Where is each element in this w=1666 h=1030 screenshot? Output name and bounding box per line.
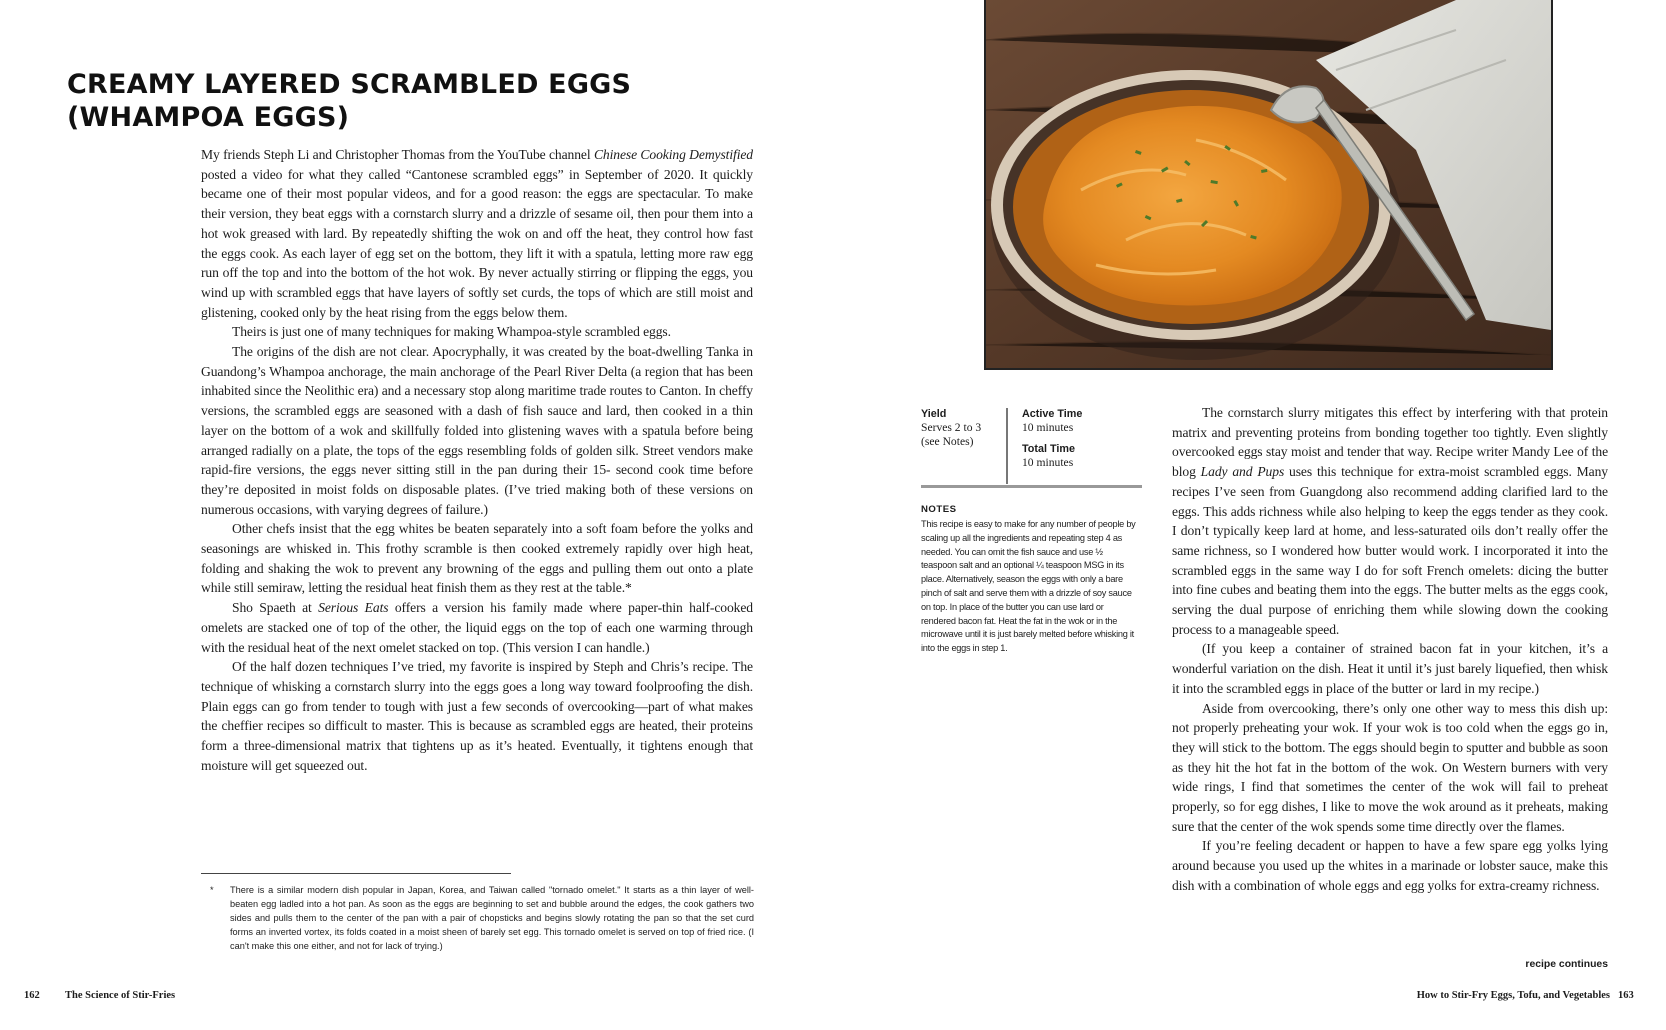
paragraph <box>1172 639 1608 698</box>
yield-block <box>921 408 1001 448</box>
recipe-title <box>67 68 631 134</box>
title-line-2: (WHAMPOA EGGS) <box>67 102 350 133</box>
paragraph <box>201 322 753 342</box>
total-time-value: 10 minutes <box>1022 455 1074 469</box>
paragraph-text: (If you keep a container of strained bacon fat in your kitchen, it’s a wonderful variation on the dish. Heat it until it’s just barely liquefied, then whisk it into the scrambled eggs in place of the butter or lard in my recipe.) <box>1172 641 1608 696</box>
paragraph-text: Of the half dozen techniques I’ve tried, my favorite is inspired by Steph and Chris’s recipe. The technique of whisking a cornstarch slurry into the eggs goes a long way toward foolproofing the dish. Plain eggs can go from tender to tough with just a few seconds of overcooking—part of what makes the cheffier recipes so difficult to master. This is because as scrambled eggs are heated, their proteins form a three-dimensional matrix that tightens up as it’s heated. Eventually, it tightens enough that moisture will get squeezed out. <box>201 659 753 773</box>
italic-text: Lady and Pups <box>1200 464 1285 480</box>
scrambled-eggs <box>1043 106 1342 306</box>
footnote-text: There is a similar modern dish popular in Japan, Korea, and Taiwan called "tornado omelet." It starts as a thin layer of well-beaten egg ladled into a hot pan. As soon as the eggs are beginning to set and bubble around the edges, the cook gathers two sides and pulls them to the center of the pan with a pair of chopsticks and begins slowly rotating the pan so that the set curd forms an inverted vortex, its folds coated in a moist sheen of barely set egg. This tornado omelet is served on top of fried rice. (I can't make this one either, and not for lack of trying.) <box>230 885 754 951</box>
paragraph <box>201 342 753 519</box>
paragraph-text: The cornstarch slurry mitigates this effect by interfering with that protein matrix and preventing proteins from bonding together too tightly. Even slightly overcooked eggs stay moist and tender that way. Recipe writer Mandy Lee of the blog <box>1172 405 1608 480</box>
paragraph-text: uses this technique for extra-moist scrambled eggs. Many recipes I’ve seen from Guangdong also recommend adding clarified lard to the eggs. This adds richness while also helping to keep the eggs tender as they cook. I don’t typically keep lard at home, and less-saturated oils don’t really offer the same richness, so I wondered how butter would work. I incorporated it into the scrambled eggs in the same way I do for soft French omelets: dicing the butter into fine cubes and beating them into the eggs. The butter melts as the eggs cook, serving the dual purpose of enriching them while slowing down the cooking process to a manageable speed. <box>1172 464 1608 637</box>
footnote <box>210 883 754 953</box>
footnote-rule <box>201 873 511 874</box>
notes-text: This recipe is easy to make for any number of people by scaling up all the ingredients and repeating step 4 as needed. You can omit the fish sauce and use ½ teaspoon salt and an optional ¼ teaspoon MSG in its place. Alternatively, season the eggs with only a bare pinch of salt and serve them with a drizzle of soy sauce on top. In place of the butter you can use lard or rendered bacon fat. Heat the fat in the wok or in the microwave until it is just barely melted before whisking it into the eggs in step 1. <box>921 519 1136 654</box>
paragraph-text: The origins of the dish are not clear. Apocryphally, it was created by the boat-dwelling Tanka in Guandong’s Whampoa anchorage, the main anchorage of the Pearl River Delta (a region that has been inhabited since the Neolithic era) and a necessary stop along maritime trade routes to Canton. In cheffy versions, the scrambled eggs are seasoned with a dash of fish sauce and lard, then cooked in a thin layer on the bottom of a wok and skillfully folded into glistening waves with a spatula before being arranged radially on a plate, the tops of the eggs resembling folds of golden silk. Street vendors make rapid-fire versions, the eggs never sitting still in the pan during their 15- second cook time before they’re deposited in moist folds on disposable plates. (I’ve tried making both of these versions on numerous occasions, with varying degrees of failure.) <box>201 344 753 517</box>
paragraph-text: offers a version his family made where paper-thin half-cooked omelets are stacked one of top of the other, the liquid eggs on the top of each one warming through with the residual heat of the next omelet stacked on top. (This version I can handle.) <box>201 600 753 655</box>
total-time-label: Total Time <box>1022 442 1075 455</box>
paragraph-text: My friends Steph Li and Christopher Thomas from the YouTube channel <box>201 147 594 162</box>
paragraph-text: Sho Spaeth at <box>232 600 319 616</box>
paragraph-text: posted a video for what they called “Cantonese scrambled eggs” in September of 2020. It quickly became one of their most popular videos, and for a good reason: the eggs are spectacular. To make their version, they beat eggs with a cornstarch slurry and a drizzle of sesame oil, then pour them into a hot wok greased with lard. By repeatedly shifting the wok on and off the heat, they control how fast the eggs cook. As each layer of egg set on the bottom, they lift it with a spatula, letting more raw egg run off the top and into the bottom of the hot wok. By never actually stirring or flipping the eggs, you wind up with scrambled eggs that have layers of softly set curds, the tops of which are still moist and glistening, cooked only by the heat rising from the eggs below them. <box>201 166 753 320</box>
running-head-right: How to Stir-Fry Eggs, Tofu, and Vegetables <box>1416 990 1610 1001</box>
active-time-value: 10 minutes <box>1022 421 1074 434</box>
paragraph <box>1172 836 1608 895</box>
paragraph-text: Theirs is just one of many techniques for making Whampoa-style scrambled eggs. <box>232 324 671 340</box>
italic-text: Serious Eats <box>318 600 389 616</box>
page-number-right: 163 <box>1618 990 1634 1001</box>
yield-value: Serves 2 to 3 (see Notes) <box>921 421 982 448</box>
yield-label: Yield <box>921 408 947 420</box>
right-body-text <box>1172 403 1608 896</box>
footnote-mark: * <box>210 885 214 895</box>
title-line-1: CREAMY LAYERED SCRAMBLED EGGS <box>67 69 632 100</box>
dish-photo <box>984 0 1553 370</box>
meta-divider <box>1006 408 1008 484</box>
paragraph <box>1172 403 1608 639</box>
paragraph-text: Aside from overcooking, there’s only one other way to mess this dish up: not properly preheating your wok. If your wok is too cold when the eggs go in, they will stick to the bottom. The eggs should begin to sputter and bubble as soon as they hit the hot fat in the bottom of the wok. On Western burners with very wide rings, I find that sometimes the center of the wok will fail to preheat properly, so for egg dishes, I like to move the wok around as it preheats, making sure that the center of the wok spends some time directly over the flames. <box>1172 700 1608 834</box>
recipe-continues: recipe continues <box>1525 959 1608 970</box>
paragraph <box>201 657 753 775</box>
paragraph <box>201 519 753 598</box>
page-number-left: 162 <box>24 990 40 1001</box>
italic-text: Chinese Cooking Demystified <box>593 147 754 162</box>
notes-label: NOTES <box>921 504 957 515</box>
paragraph <box>201 598 753 657</box>
paragraph-text: If you’re feeling decadent or happen to have a few spare egg yolks lying around because you used up the whites in a marinade or lobster sauce, make this dish with a combination of whole eggs and egg yolks for extra-creamy richness. <box>1172 838 1608 893</box>
time-block <box>1022 408 1142 477</box>
active-time-label: Active Time <box>1022 408 1083 420</box>
running-head-left: The Science of Stir-Fries <box>65 990 176 1001</box>
left-body-text <box>201 145 753 776</box>
paragraph-text: Other chefs insist that the egg whites be beaten separately into a soft foam before the yolks and seasonings are whisked in. This frothy scramble is then cooked extremely rapidly over high heat, folding and shaking the wok to prevent any browning of the eggs and pulling them out onto a plate while still semiraw, letting the residual heat finish them as they rest at the table.* <box>201 521 753 596</box>
dish-photo-illustration <box>986 0 1551 368</box>
paragraph <box>201 145 753 322</box>
meta-rule <box>921 485 1142 488</box>
paragraph <box>1172 699 1608 837</box>
